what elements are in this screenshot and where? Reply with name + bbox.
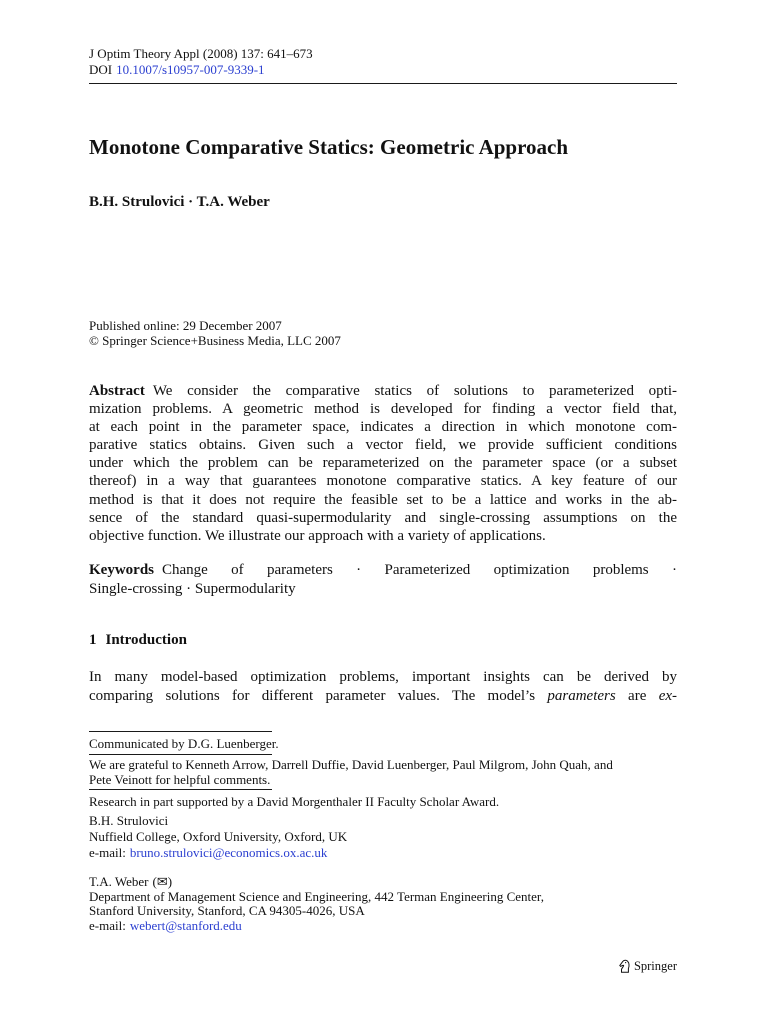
author-affiliation: Nuffield College, Oxford University, Oxford, UK (89, 829, 348, 844)
author-email-link[interactable]: bruno.strulovici@economics.ox.ac.uk (129, 845, 328, 860)
abstract-line (89, 382, 677, 400)
copyright-notice: © Springer Science+Business Media, LLC 2007 (89, 333, 341, 348)
keywords-line-text: Change of parameters · Parameterized optimization problems · (162, 562, 677, 578)
springer-knight-icon (619, 959, 630, 973)
body-text: comparing solutions for different parameter values. The model’s (89, 688, 548, 704)
section-title: Introduction (105, 632, 187, 648)
published-date: Published online: 29 December 2007 (89, 318, 282, 333)
body-line: In many model-based optimization problems, important insights can be derived by (89, 669, 677, 685)
keywords-line (89, 561, 677, 580)
author-email-link[interactable]: webert@stanford.edu (129, 917, 242, 933)
footnote-funding: Research in part supported by a David Morgenthaler II Faculty Scholar Award. (89, 794, 500, 809)
author-2-address (89, 875, 677, 933)
publication-info (89, 318, 677, 348)
journal-header (89, 46, 677, 78)
introduction-paragraph (89, 668, 677, 706)
publisher-footer (619, 958, 677, 974)
footnote-communicated: Communicated by D.G. Luenberger. (89, 736, 279, 751)
body-line (89, 687, 677, 706)
abstract-line: sence of the standard quasi-supermodularity and single-crossing assumptions on the (89, 509, 677, 526)
keywords-label: Keywords (89, 562, 154, 578)
journal-citation: J Optim Theory Appl (2008) 137: 641–673 (89, 46, 313, 61)
author-email-line (89, 919, 677, 934)
emphasized-term: ex- (658, 688, 677, 704)
footnote-separator (89, 789, 272, 790)
body-text: are (615, 688, 659, 704)
footnote-rule (89, 731, 272, 732)
author-name: T.A. Weber (89, 874, 149, 889)
paper-title: Monotone Comparative Statics: Geometric Approach (89, 135, 569, 159)
keywords (89, 561, 677, 598)
abstract-line: at each point in the parameter space, indicates a direction in which monotone com- (89, 419, 677, 436)
abstract-line: objective function. We illustrate our approach with a variety of applications. (89, 527, 546, 544)
author-affiliation: Department of Management Science and Engineering, 442 Terman Engineering Center, (89, 888, 544, 904)
abstract-line: parative statics obtains. Given such a vector field, we provide sufficient conditions (89, 437, 677, 454)
email-label: e-mail: (89, 845, 126, 860)
abstract-line: method is that it does not require the feasible set to be a lattice and works in the ab- (89, 491, 677, 508)
footnote-separator (89, 754, 272, 755)
doi-label: DOI (89, 62, 113, 77)
corresponding-author-envelope-icon: (✉) (152, 874, 173, 889)
doi-link[interactable]: 10.1007/s10957-007-9339-1 (116, 62, 265, 77)
footnote-acknowledgment (89, 757, 677, 787)
doi-line (89, 62, 677, 78)
abstract-line: mization problems. A geometric method is developed for finding a vector field that, (89, 401, 677, 418)
abstract (89, 382, 677, 545)
author-name-line (89, 875, 677, 890)
header-rule (89, 83, 677, 84)
author-affiliation: Stanford University, Stanford, CA 94305-4026, USA (89, 903, 365, 918)
section-heading (89, 631, 677, 649)
publisher-name: Springer (633, 959, 677, 973)
paper-authors: B.H. Strulovici · T.A. Weber (89, 194, 270, 210)
abstract-label: Abstract (89, 383, 145, 399)
abstract-line: under which the problem can be reparameterized on the parameter space (or a subset (89, 455, 677, 472)
abstract-line-text: We consider the comparative statics of solutions to parameterized opti- (152, 383, 677, 399)
author-name: B.H. Strulovici (89, 813, 169, 828)
author-email-line (89, 845, 677, 861)
keywords-line: Single-crossing · Supermodularity (89, 580, 296, 597)
abstract-line: thereof) in a way that guarantees monotone comparative statics. A key feature of our (89, 473, 677, 490)
author-1-address (89, 813, 677, 861)
emphasized-term: parameters (547, 688, 616, 704)
footnote-line: Pete Veinott for helpful comments. (89, 772, 271, 787)
email-label: e-mail: (89, 917, 126, 933)
footnote-line: We are grateful to Kenneth Arrow, Darrell Duffie, David Luenberger, Paul Milgrom, John Quah, and (89, 757, 613, 772)
section-number: 1 (89, 632, 97, 648)
